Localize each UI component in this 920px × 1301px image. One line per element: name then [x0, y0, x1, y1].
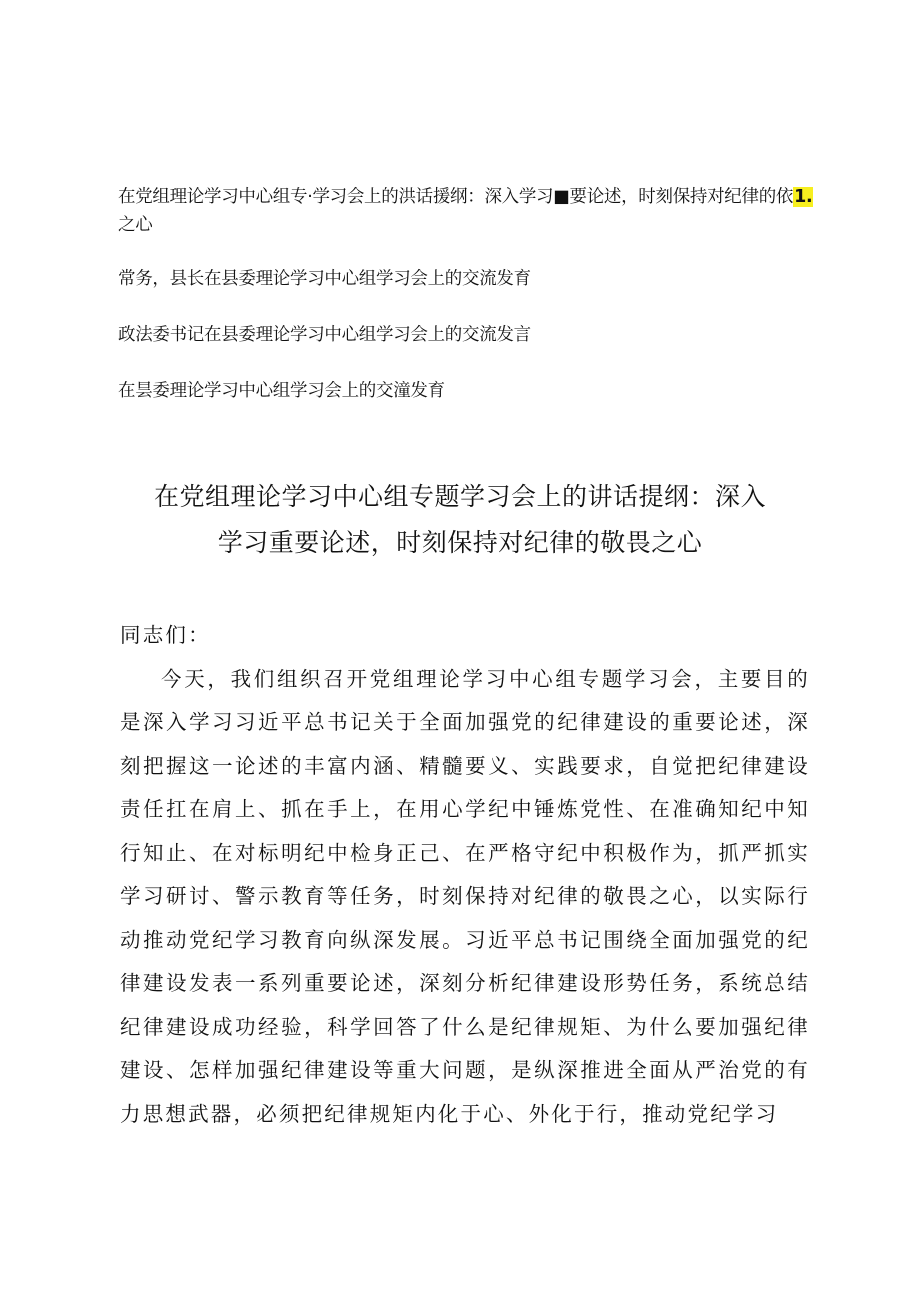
title-line-2: 学习重要论述，时刻保持对纪律的敬畏之心 [217, 528, 703, 557]
document-title [100, 474, 820, 566]
table-of-contents [118, 183, 818, 433]
document-body [120, 614, 810, 1136]
salutation: 同志们： [120, 623, 211, 647]
toc-item-county-committee-speech[interactable]: 在昙委理论学习中心组学习会上的交潼发育 [118, 381, 445, 401]
toc-item-political-legal-speech[interactable]: 政法委书记在县委理论学习中心组学习会上的交流发言 [118, 325, 531, 345]
toc-item-text-end: 之心 [118, 215, 153, 235]
title-line-1: 在党组理论学习中心组专题学习会上的讲话提纲：深入 [153, 482, 766, 511]
highlighted-mark: 1. [794, 187, 813, 207]
toc-item-county-magistrate-speech[interactable]: 常务，县长在县委理论学习中心组学习会上的交流发育 [118, 269, 531, 289]
body-paragraph: 今天，我们组织召开党组理论学习中心组专题学习会，主要目的是深入学习习近平总书记关于全面加强党的纪律建设的重要论述，深刻把握这一论述的丰富内涵、精髓要义、实践要求，自觉把纪律建设责任扛在肩上、抓在手上，在用心学纪中锤炼党性、在准确知纪中知行知止、在对标明纪中检身正己、在严格守纪中积极作为，抓严抓实学习研讨、警示教育等任务，时刻保持对纪律的敬畏之心，以实际行动推动党纪学习教育向纵深发展。习近平总书记围绕全面加强党的纪律建设发表一系列重要论述，深刻分析纪律建设形势任务，系统总结纪律建设成功经验，科学回答了什么是纪律规矩、为什么要加强纪律建设、怎样加强纪律建设等重大问题，是纵深推进全面从严治党的有力思想武器，必须把纪律规矩内化于心、外化于行，推动党纪学习 [120, 666, 810, 1126]
toc-item-text: 在党组理论学习中心组专·学习会上的洪话援纲：深入学习■要论述，时刻保持对纪律的依 [118, 187, 794, 207]
toc-item-speech-outline[interactable] [118, 183, 818, 239]
